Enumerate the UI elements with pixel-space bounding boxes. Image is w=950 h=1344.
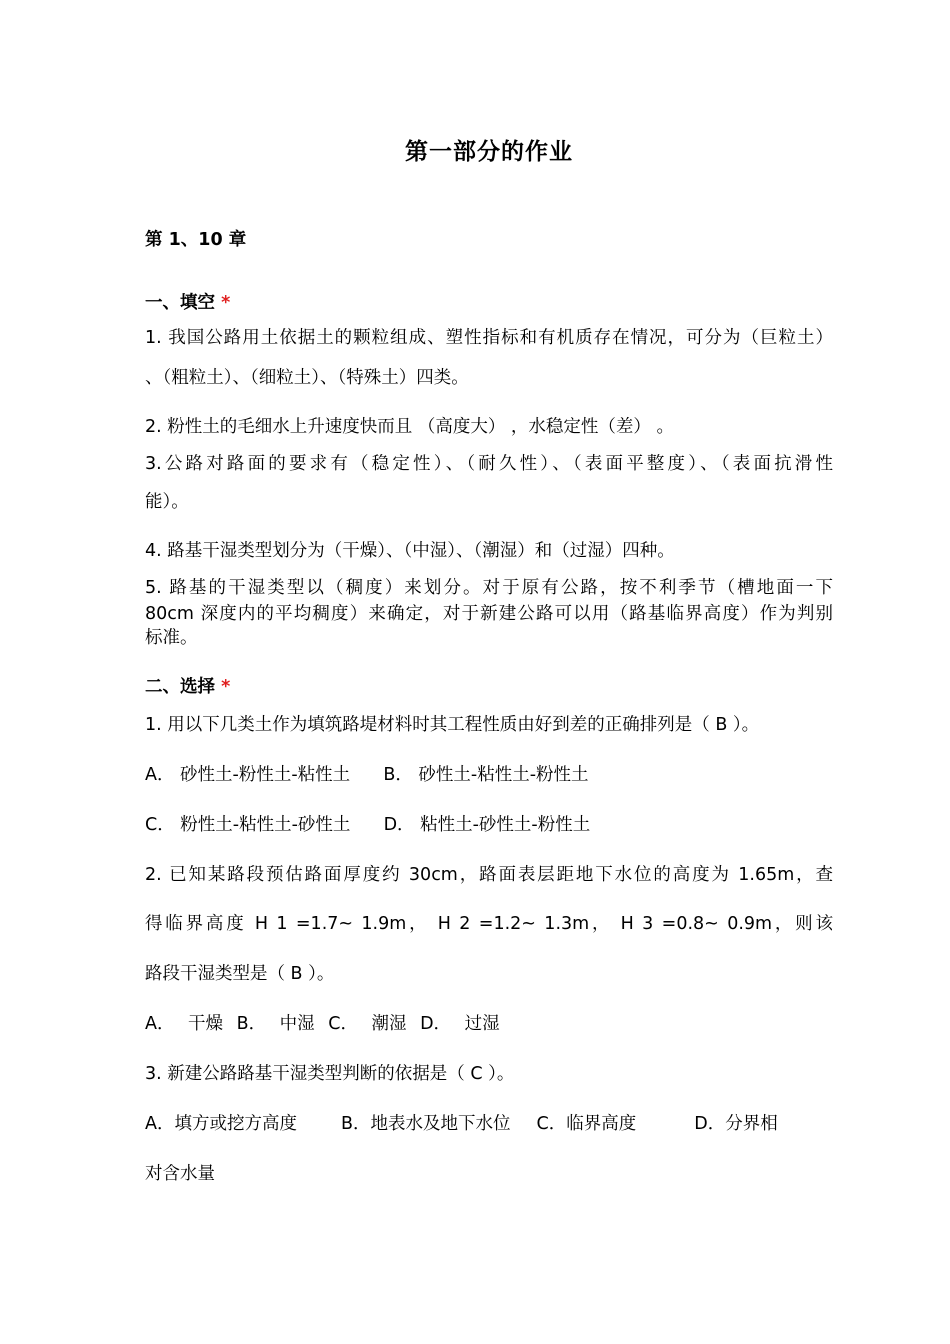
fill-q5-line1: 5. 路基的干湿类型以（稠度）来划分。对于原有公路，按不利季节（槽地面一下	[145, 578, 833, 598]
required-star: *	[221, 677, 231, 697]
section-choice-heading-text: 二、选择	[145, 677, 215, 697]
required-star: *	[221, 293, 231, 313]
option-c: C．临界高度	[536, 1114, 637, 1134]
choice-q1-options-cd	[145, 811, 590, 836]
fill-q4: 4. 路基干湿类型划分为（干燥）、（中湿）、（潮湿）和（过湿）四种。	[145, 541, 675, 561]
chapter-heading: 第 1、10 章	[145, 230, 247, 250]
option-a: A． 砂性土-粉性土-粘性土	[145, 765, 351, 785]
choice-q2-options: A． 干燥 B． 中湿 C． 潮湿 D． 过湿	[145, 1014, 500, 1034]
option-c: C． 粉性土-粘性土-砂性土	[145, 815, 351, 835]
choice-q2-line3: 路段干湿类型是（ B ）。	[145, 964, 335, 984]
section-choice-heading	[145, 673, 230, 698]
fill-q3-line2: 能）。	[145, 492, 189, 512]
choice-q3-line2: 对含水量	[145, 1164, 215, 1184]
fill-q5-line3: 标准。	[145, 628, 198, 648]
section-fill-heading-text: 一、填空	[145, 293, 215, 313]
choice-q1: 1. 用以下几类土作为填筑路堤材料时其工程性质由好到差的正确排列是（ B ）。	[145, 715, 760, 735]
choice-q2-line1: 2. 已知某路段预估路面厚度约 30cm，路面表层距地下水位的高度为 1.65m，查	[145, 865, 833, 885]
option-d: D．分界相	[694, 1114, 778, 1134]
choice-q2-line2: 得临界高度 H 1 =1.7~ 1.9m， H 2 =1.2~ 1.3m， H 3 =0.8~ 0.9m，则该	[145, 914, 833, 934]
choice-q3-options	[145, 1110, 778, 1135]
choice-q1-options-ab	[145, 761, 589, 786]
fill-q2: 2. 粉性土的毛细水上升速度快而且 （高度大） ，水稳定性（差） 。	[145, 417, 674, 437]
option-b: B． 砂性土-粘性土-粉性土	[383, 765, 589, 785]
option-d: D． 粘性土-砂性土-粉性土	[383, 815, 591, 835]
page-title: 第一部分的作业	[405, 139, 573, 165]
fill-q5-line2: 80cm 深度内的平均稠度）来确定，对于新建公路可以用（路基临界高度）作为判别	[145, 604, 833, 624]
fill-q3-line1: 3.公路对路面的要求有（稳定性）、（耐久性）、（表面平整度）、（表面抗滑性	[145, 454, 833, 474]
fill-q1-line2: 、（粗粒土）、（细粒土）、（特殊土）四类。	[145, 368, 469, 388]
choice-q3: 3. 新建公路路基干湿类型判断的依据是（ C ）。	[145, 1064, 515, 1084]
fill-q1-line1: 1. 我国公路用土依据土的颗粒组成、塑性指标和有机质存在情况，可分为（巨粒土）	[145, 328, 833, 348]
option-b: B．地表水及地下水位	[340, 1114, 511, 1134]
option-a: A．填方或挖方高度	[145, 1114, 297, 1134]
section-fill-heading	[145, 289, 230, 314]
